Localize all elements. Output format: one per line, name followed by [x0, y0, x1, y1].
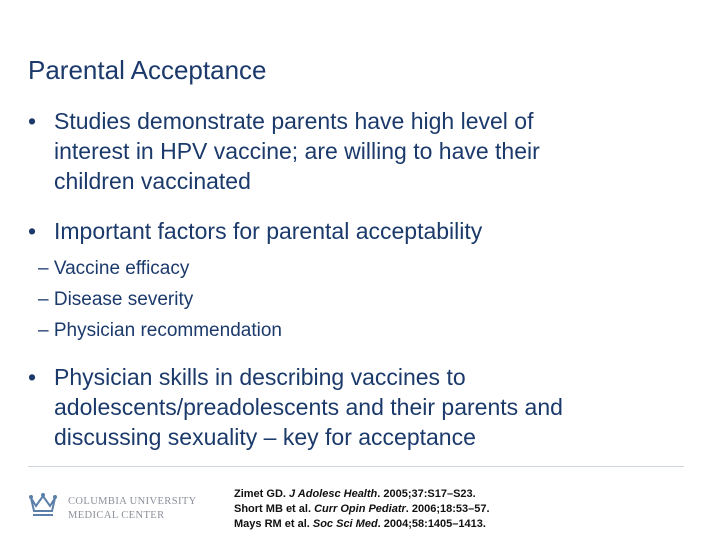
bullet-line: adolescents/preadolescents and their parents and — [54, 394, 563, 420]
reference-author: Zimet GD. — [234, 488, 286, 500]
bullet-line: interest in HPV vaccine; are willing to have their — [54, 138, 540, 164]
bullet-text — [54, 362, 714, 452]
bullet-line: Physician skills in describing vaccines to — [54, 364, 466, 390]
sub-bullet-item: – Disease severity — [38, 289, 194, 310]
bullet-line: discussing sexuality – key for acceptance — [54, 424, 476, 450]
reference-citation: . 2004;58:1405–1413. — [377, 518, 486, 530]
footer-divider — [28, 466, 684, 467]
reference-journal: Curr Opin Pediatr — [314, 503, 406, 515]
bullet-dot: • — [28, 108, 37, 134]
bullet-line: Important factors for parental acceptability — [54, 218, 483, 244]
reference-journal: Soc Sci Med — [312, 518, 378, 530]
columbia-logo — [28, 490, 208, 524]
references — [234, 487, 490, 532]
sub-bullet-item: – Physician recommendation — [38, 320, 282, 341]
reference-journal: J Adolesc Health — [289, 488, 378, 500]
reference-author: Short MB et al. — [234, 503, 312, 515]
logo-line-1: COLUMBIA UNIVERSITY — [68, 496, 197, 507]
reference-item — [234, 517, 490, 532]
bullet-text — [54, 216, 714, 246]
bullet-dot: • — [28, 218, 37, 244]
crown-icon — [28, 492, 58, 518]
reference-author: Mays RM et al. — [234, 518, 310, 530]
sub-bullet-list — [38, 253, 282, 346]
bullet-line: Studies demonstrate parents have high level of — [54, 108, 534, 134]
bullet-text — [54, 106, 714, 196]
reference-item — [234, 502, 490, 517]
slide-title: Parental Acceptance — [28, 55, 267, 85]
logo-line-2: MEDICAL CENTER — [68, 510, 165, 521]
bullet-dot: • — [28, 364, 37, 390]
reference-citation: . 2005;37:S17–S23. — [377, 488, 476, 500]
sub-bullet-item: – Vaccine efficacy — [38, 258, 190, 279]
reference-item — [234, 487, 490, 502]
reference-citation: . 2006;18:53–57. — [405, 503, 490, 515]
bullet-line: children vaccinated — [54, 168, 251, 194]
